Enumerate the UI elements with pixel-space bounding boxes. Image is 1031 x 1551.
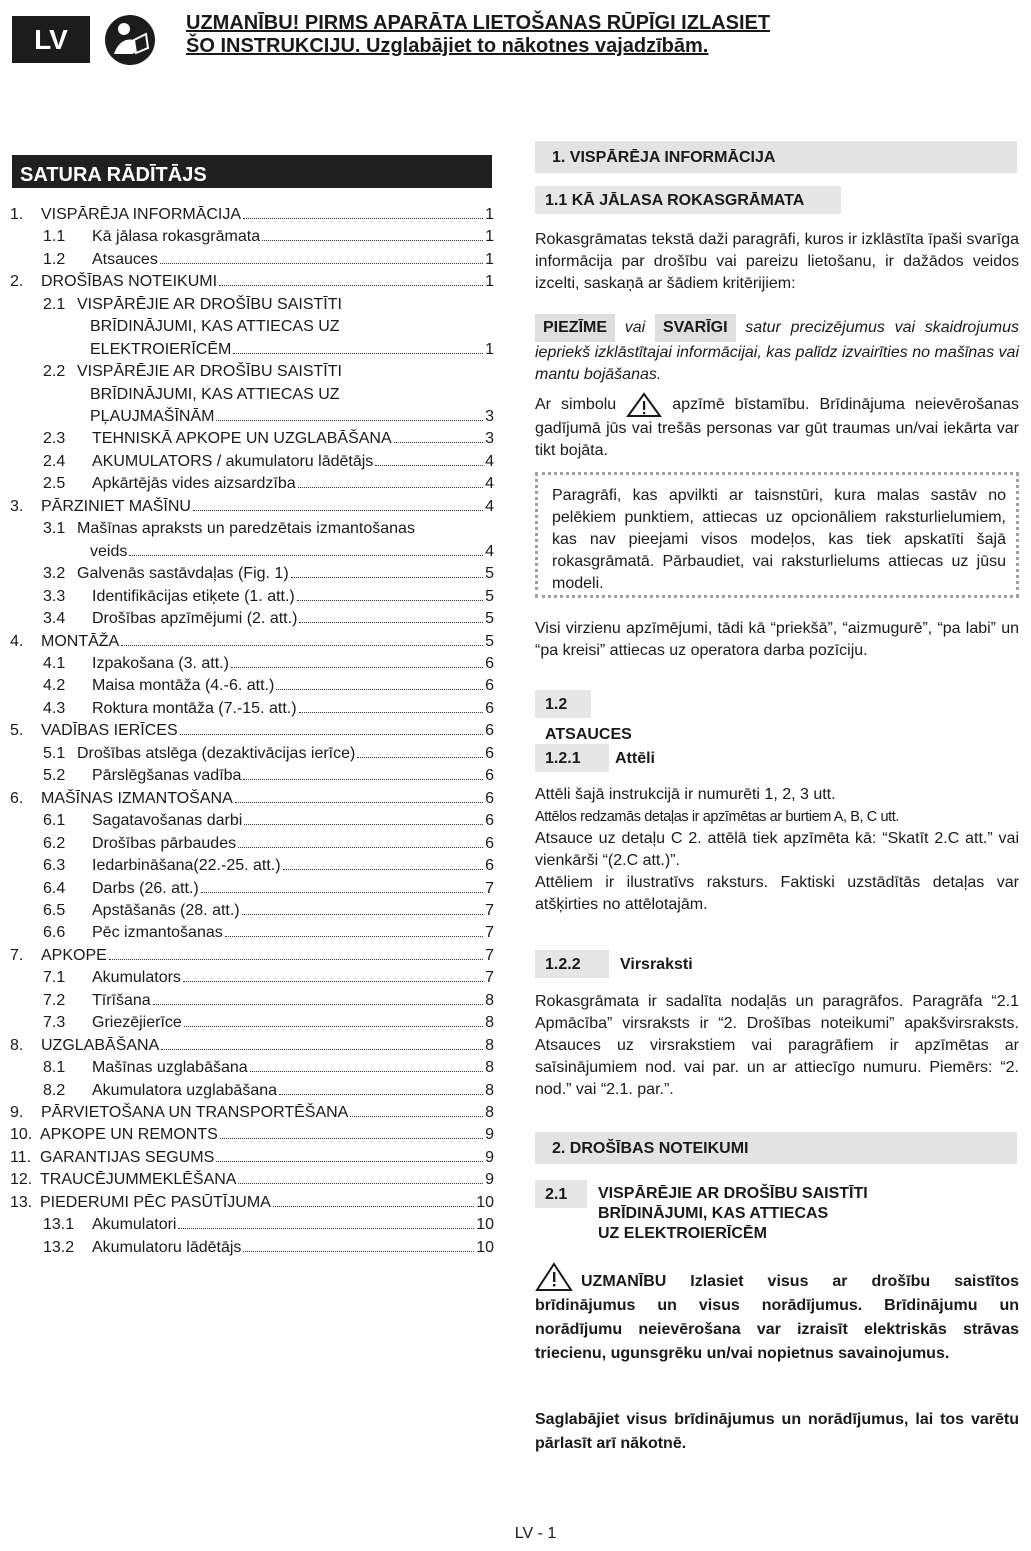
toc-dot-leader bbox=[273, 1193, 474, 1207]
section-2-1-title-line3: UZ ELEKTROIERĪCĒM bbox=[598, 1225, 767, 1242]
toc-entry[interactable] bbox=[10, 316, 494, 338]
toc-entry-number: 6.5 bbox=[43, 902, 66, 919]
toc-dot-leader bbox=[279, 1081, 483, 1095]
toc-entry-number: 5.1 bbox=[43, 745, 66, 762]
toc-entry-number: 13.1 bbox=[43, 1216, 75, 1233]
header-warning bbox=[186, 12, 1016, 58]
toc-entry-title: GARANTIJAS SEGUMS bbox=[40, 1149, 215, 1166]
toc-dot-leader bbox=[160, 250, 483, 264]
toc-entry-number: 1.1 bbox=[43, 228, 66, 245]
toc-entry[interactable] bbox=[10, 1102, 494, 1124]
toc-entry-title: Maisa montāža (4.-6. att.) bbox=[92, 677, 275, 694]
toc-entry-page: 5 bbox=[485, 633, 494, 650]
toc-entry-number: 8. bbox=[10, 1037, 24, 1054]
toc-entry[interactable] bbox=[10, 518, 494, 540]
toc-entry-title: Galvenās sastāvdaļas (Fig. 1) bbox=[77, 565, 289, 582]
toc-entry-title: BRĪDINĀJUMI, KAS ATTIECAS UZ bbox=[90, 318, 340, 335]
toc-entry-page: 8 bbox=[485, 992, 494, 1009]
toc-entry-page: 6 bbox=[485, 722, 494, 739]
toc-entry-title: Akumulatora uzglabāšana bbox=[92, 1082, 278, 1099]
toc-entry[interactable] bbox=[10, 967, 494, 989]
toc-entry-page: 1 bbox=[485, 341, 494, 358]
toc-entry-number: 8.1 bbox=[43, 1059, 66, 1076]
toc-entry-title: Drošības pārbaudes bbox=[92, 835, 237, 852]
toc-entry-title: PĻAUJMAŠĪNĀM bbox=[90, 408, 215, 425]
toc-entry-page: 4 bbox=[485, 475, 494, 492]
toc-entry-number: 9. bbox=[10, 1104, 24, 1121]
toc-dot-leader bbox=[216, 407, 483, 421]
toc-entry-title: VADĪBAS IERĪCES bbox=[41, 722, 178, 739]
toc-entry-page: 4 bbox=[485, 453, 494, 470]
toc-dot-leader bbox=[129, 542, 483, 556]
figures-line-2: Attēlos redzamās detaļas ir apzīmētas ar burtiem A, B, C utt. bbox=[535, 809, 900, 825]
toc-entry-title: Izpakošana (3. att.) bbox=[92, 655, 229, 672]
toc-entry-number: 2.3 bbox=[43, 430, 66, 447]
toc-entry-page: 5 bbox=[485, 565, 494, 582]
toc-entry[interactable] bbox=[10, 698, 494, 720]
header-warning-line2: ŠO INSTRUKCIJU. Uzglabājiet to nākotnes vajadzībām. bbox=[186, 35, 709, 57]
toc-entry[interactable] bbox=[10, 878, 494, 900]
toc-entry[interactable] bbox=[10, 428, 494, 450]
page-number: LV - 1 bbox=[514, 1525, 557, 1542]
toc-entry-title: VISPĀRĒJIE AR DROŠĪBU SAISTĪTI bbox=[77, 363, 342, 380]
section-1-2-1-text bbox=[535, 784, 1019, 916]
toc-entry-title: Griezējierīce bbox=[92, 1014, 182, 1031]
toc-entry-number: 12. bbox=[10, 1171, 33, 1188]
toc-entry-number: 3.4 bbox=[43, 610, 66, 627]
toc-entry-title: Identifikācijas etiķete (1. att.) bbox=[92, 588, 295, 605]
toc-entry[interactable] bbox=[10, 608, 494, 630]
toc-entry[interactable] bbox=[10, 765, 494, 787]
toc-entry-number: 6. bbox=[10, 790, 24, 807]
toc-dot-leader bbox=[262, 227, 483, 241]
toc-dot-leader bbox=[180, 721, 483, 735]
toc-entry[interactable] bbox=[10, 406, 494, 428]
note-important-paragraph bbox=[535, 314, 1019, 386]
section-1-2-1-title: Attēli bbox=[615, 750, 655, 767]
toc-entry-page: 9 bbox=[485, 1171, 494, 1188]
toc-entry-page: 7 bbox=[485, 969, 494, 986]
toc-dot-leader bbox=[231, 654, 483, 668]
toc-entry-number: 2. bbox=[10, 273, 24, 290]
toc-entry-title: Apkārtējās vides aizsardzība bbox=[92, 475, 296, 492]
toc-entry-page: 7 bbox=[485, 880, 494, 897]
toc-dot-leader bbox=[193, 497, 483, 511]
section-1-1-heading: 1.1 KĀ JĀLASA ROKASGRĀMATA bbox=[535, 186, 841, 214]
toc-entry-number: 4. bbox=[10, 633, 24, 650]
section-1-2-heading: 1.2 ATSAUCES bbox=[535, 690, 591, 718]
toc-entry[interactable] bbox=[10, 1147, 494, 1169]
section-2-1-title-line2: BRĪDINĀJUMI, KAS ATTIECAS bbox=[598, 1205, 829, 1222]
toc-dot-leader bbox=[375, 452, 483, 466]
toc-entry-page: 1 bbox=[485, 228, 494, 245]
toc-entry[interactable] bbox=[10, 1035, 494, 1057]
toc-dot-leader bbox=[153, 991, 483, 1005]
toc-dot-leader bbox=[243, 1238, 474, 1252]
toc-entry-page: 8 bbox=[485, 1104, 494, 1121]
toc-entry-page: 7 bbox=[485, 902, 494, 919]
toc-dot-leader bbox=[357, 744, 483, 758]
toc-entry[interactable] bbox=[10, 788, 494, 810]
toc-entry[interactable] bbox=[10, 451, 494, 473]
toc-entry-number: 6.1 bbox=[43, 812, 66, 829]
section-1-2-1-number: 1.2.1 bbox=[535, 744, 609, 772]
toc-dot-leader bbox=[299, 609, 483, 623]
toc-dot-leader bbox=[225, 923, 483, 937]
toc-entry-title: UZGLABĀŠANA bbox=[41, 1037, 160, 1054]
toc-entry-title: PIEDERUMI PĒC PASŪTĪJUMA bbox=[40, 1194, 271, 1211]
toc-dot-leader bbox=[291, 564, 483, 578]
toc-dot-leader bbox=[299, 699, 484, 713]
toc-entry-page: 4 bbox=[485, 498, 494, 515]
toc-dot-leader bbox=[201, 879, 483, 893]
toc-dot-leader bbox=[183, 968, 483, 982]
symbol-paragraph bbox=[535, 392, 1019, 462]
toc-dot-leader bbox=[220, 1125, 483, 1139]
toc-dot-leader bbox=[238, 1170, 483, 1184]
figures-line-1: Attēli šajā instrukcijā ir numurēti 1, 2, 3 utt. bbox=[535, 786, 836, 803]
note-vai: vai bbox=[624, 319, 646, 336]
toc-entry[interactable] bbox=[10, 653, 494, 675]
toc-entry[interactable] bbox=[10, 945, 494, 967]
toc-entry[interactable] bbox=[10, 294, 494, 316]
toc-entry-title: Apstāšanās (28. att.) bbox=[92, 902, 240, 919]
toc-dot-leader bbox=[178, 1215, 474, 1229]
note-text: satur precizējumus vai skaidrojumus iepriekš izklāstītajai informācijai, kas palīdz izvairīties no mašīnas vai mantu bojāšanas. bbox=[535, 319, 1019, 383]
toc-entry-number: 13.2 bbox=[43, 1239, 75, 1256]
toc-dot-leader bbox=[216, 1148, 483, 1162]
toc-entry[interactable] bbox=[10, 361, 494, 383]
toc-entry[interactable] bbox=[10, 226, 494, 248]
toc-dot-leader bbox=[184, 1013, 483, 1027]
toc-entry-page: 8 bbox=[485, 1014, 494, 1031]
toc-entry-title: Akumulators bbox=[92, 969, 181, 986]
toc-entry-number: 3.2 bbox=[43, 565, 66, 582]
toc-entry-number: 3. bbox=[10, 498, 24, 515]
toc-entry-title: Tīrīšana bbox=[92, 992, 151, 1009]
toc-entry[interactable] bbox=[10, 204, 494, 226]
toc-entry-page: 1 bbox=[485, 206, 494, 223]
toc-entry[interactable] bbox=[10, 631, 494, 653]
toc-dot-leader bbox=[244, 811, 483, 825]
toc-entry-title: BRĪDINĀJUMI, KAS ATTIECAS UZ bbox=[90, 386, 340, 403]
toc-dot-leader bbox=[238, 834, 483, 848]
toc-entry-title: Drošības atslēga (dezaktivācijas ierīce) bbox=[77, 745, 356, 762]
section-1-2-2-title: Virsraksti bbox=[620, 956, 693, 973]
toc-entry[interactable] bbox=[10, 922, 494, 944]
toc-entry[interactable] bbox=[10, 563, 494, 585]
toc-entry-title: veids bbox=[90, 543, 128, 560]
toc-entry-number: 4.1 bbox=[43, 655, 66, 672]
toc-entry[interactable] bbox=[10, 586, 494, 608]
toc-entry-page: 7 bbox=[485, 924, 494, 941]
toc-dot-leader bbox=[161, 1036, 483, 1050]
toc-entry[interactable] bbox=[10, 855, 494, 877]
toc-entry-number: 2.4 bbox=[43, 453, 66, 470]
toc-entry-title: Pēc izmantošanas bbox=[92, 924, 223, 941]
toc-entry-title: Akumulatoru lādētājs bbox=[92, 1239, 242, 1256]
toc-entry-page: 4 bbox=[485, 543, 494, 560]
toc-entry-number: 6.4 bbox=[43, 880, 66, 897]
directions-paragraph: Visi virzienu apzīmējumi, tādi kā “priekšā”, “aizmugurē”, “pa labi” un “pa kreisi” attiecas uz operatora darba pozīciju. bbox=[535, 620, 1019, 659]
toc-entry[interactable] bbox=[10, 1124, 494, 1146]
toc-entry[interactable] bbox=[10, 249, 494, 271]
optional-features-text: Paragrāfi, kas apvilkti ar taisnstūri, kura malas sastāv no pelēkiem punktiem, attiecas uz opcionāliem raksturlielumiem, kas nav pieejami visos modeļos, kas tiek apskatīti šajā rokasgrāmatā. Pārbaudiet, vai raksturlielums attiecas uz jūsu modeli. bbox=[552, 487, 1006, 592]
toc-entry-page: 1 bbox=[485, 251, 494, 268]
toc-entry-title: VISPĀRĒJA INFORMĀCIJA bbox=[41, 206, 242, 223]
toc-entry-title: AKUMULATORS / akumulatoru lādētājs bbox=[92, 453, 374, 470]
toc-entry-page: 10 bbox=[476, 1239, 494, 1256]
note-tag: PIEZĪME bbox=[535, 314, 615, 342]
toc-entry-title: Iedarbināšana(22.-25. att.) bbox=[92, 857, 281, 874]
toc-dot-leader bbox=[297, 587, 483, 601]
toc-entry-title: Sagatavošanas darbi bbox=[92, 812, 243, 829]
toc-entry-title: PĀRVIETOŠANA UN TRANSPORTĒŠANA bbox=[41, 1104, 349, 1121]
toc-entry-page: 10 bbox=[476, 1216, 494, 1233]
toc-entry-number: 1. bbox=[10, 206, 24, 223]
toc-entry-number: 7.2 bbox=[43, 992, 66, 1009]
toc-entry-number: 4.2 bbox=[43, 677, 66, 694]
toc-entry-title: DROŠĪBAS NOTEIKUMI bbox=[41, 273, 218, 290]
toc-entry-title: Mašīnas uzglabāšana bbox=[92, 1059, 248, 1076]
toc-entry[interactable] bbox=[10, 339, 494, 361]
toc-dot-leader bbox=[276, 676, 483, 690]
toc-entry[interactable] bbox=[10, 720, 494, 742]
toc-entry-page: 5 bbox=[485, 610, 494, 627]
toc-entry-page: 3 bbox=[485, 408, 494, 425]
toc-dot-leader bbox=[250, 1058, 483, 1072]
toc-entry-number: 7.1 bbox=[43, 969, 66, 986]
electric-warning-paragraph bbox=[535, 1262, 1019, 1366]
toc-entry-title: Kā jālasa rokasgrāmata bbox=[92, 228, 261, 245]
toc-entry-number: 7.3 bbox=[43, 1014, 66, 1031]
toc-entry[interactable] bbox=[10, 833, 494, 855]
toc-entry-page: 9 bbox=[485, 1149, 494, 1166]
toc-dot-leader bbox=[121, 632, 483, 646]
toc-entry[interactable] bbox=[10, 1012, 494, 1034]
important-tag: SVARĪGI bbox=[655, 314, 736, 342]
toc-entry[interactable] bbox=[10, 1169, 494, 1191]
toc-entry-page: 8 bbox=[485, 1037, 494, 1054]
toc-entry-number: 3.1 bbox=[43, 520, 66, 537]
toc-dot-leader bbox=[242, 901, 483, 915]
toc-entry-page: 6 bbox=[485, 700, 494, 717]
toc-entry-title: APKOPE UN REMONTS bbox=[40, 1126, 218, 1143]
toc-entry[interactable] bbox=[10, 541, 494, 563]
toc-entry[interactable] bbox=[10, 1214, 494, 1236]
toc-entry-number: 6.2 bbox=[43, 835, 66, 852]
toc-entry[interactable] bbox=[10, 384, 494, 406]
toc-entry-title: APKOPE bbox=[41, 947, 107, 964]
toc-entry-title: Pārslēgšanas vadība bbox=[92, 767, 242, 784]
symbol-pre-text: Ar simbolu bbox=[535, 396, 617, 414]
toc-entry-title: Atsauces bbox=[92, 251, 158, 268]
section-1-2-2-text: Rokasgrāmata ir sadalīta nodaļās un paragrāfos. Paragrāfa “2.1 Apmācība” virsraksts ir “2. Drošības noteikumi” apakšvirsraksts. Atsauces uz virsrakstiem vai paragrāfiem ir apzīmētas ar saīsinājumiem nod. vai par. un ar attiecīgo numuru. Piemērs: “2. nod.” vai “2.1. par.”. bbox=[535, 993, 1019, 1098]
toc-entry[interactable] bbox=[10, 473, 494, 495]
toc-entry[interactable] bbox=[10, 1192, 494, 1214]
read-manual-icon bbox=[104, 14, 156, 66]
toc-entry[interactable] bbox=[10, 675, 494, 697]
toc-entry-page: 6 bbox=[485, 767, 494, 784]
toc-entry-page: 3 bbox=[485, 430, 494, 447]
toc-entry-page: 6 bbox=[485, 655, 494, 672]
toc-title: SATURA RĀDĪTĀJS bbox=[12, 155, 492, 188]
toc-entry-number: 2.2 bbox=[43, 363, 66, 380]
section-1-heading: 1. VISPĀRĒJA INFORMĀCIJA bbox=[535, 141, 1017, 173]
section-1-2-2-number: 1.2.2 bbox=[535, 950, 609, 978]
toc-entry-title: ELEKTROIERĪCĒM bbox=[90, 341, 232, 358]
toc-entry-page: 6 bbox=[485, 812, 494, 829]
toc-dot-leader bbox=[235, 789, 483, 803]
toc-entry-title: MONTĀŽA bbox=[41, 633, 120, 650]
section-2-heading: 2. DROŠĪBAS NOTEIKUMI bbox=[535, 1132, 1017, 1164]
section-1-1-intro: Rokasgrāmatas tekstā daži paragrāfi, kuros ir izklāstīta īpaši svarīga informācija par drošību vai pareizu lietošanu, ir dažādos veidos izcelti, saskaņā ar šādiem kritērijiem: bbox=[535, 231, 1019, 292]
toc-entry-title: TRAUCĒJUMMEKLĒŠANA bbox=[40, 1171, 237, 1188]
toc-entry-page: 6 bbox=[485, 790, 494, 807]
toc-entry-page: 6 bbox=[485, 857, 494, 874]
toc-entry-number: 2.1 bbox=[43, 296, 66, 313]
toc-entry-page: 8 bbox=[485, 1082, 494, 1099]
toc-entry-page: 6 bbox=[485, 677, 494, 694]
toc-entry-number: 11. bbox=[10, 1149, 32, 1166]
toc-entry-number: 7. bbox=[10, 947, 24, 964]
toc-entry-title: TEHNISKĀ APKOPE UN UZGLABĀŠANA bbox=[92, 430, 392, 447]
toc-entry[interactable] bbox=[10, 743, 494, 765]
optional-features-box bbox=[535, 472, 1019, 598]
section-2-1-title-line1: VISPĀRĒJIE AR DROŠĪBU SAISTĪTI bbox=[598, 1185, 868, 1202]
toc-entry-title: VISPĀRĒJIE AR DROŠĪBU SAISTĪTI bbox=[77, 296, 342, 313]
toc-entry-number: 6.6 bbox=[43, 924, 66, 941]
toc-entry-title: Darbs (26. att.) bbox=[92, 880, 199, 897]
toc-entry[interactable] bbox=[10, 496, 494, 518]
section-2-1-title bbox=[598, 1184, 1018, 1244]
toc-entry[interactable] bbox=[10, 1080, 494, 1102]
toc-entry-page: 5 bbox=[485, 588, 494, 605]
toc-entry-number: 4.3 bbox=[43, 700, 66, 717]
toc-entry-page: 7 bbox=[485, 947, 494, 964]
toc-entry[interactable] bbox=[10, 271, 494, 293]
keep-instructions-paragraph: Saglabājiet visus brīdinājumus un norādījumus, lai tos varētu pārlasīt arī nākotnē. bbox=[535, 1411, 1019, 1452]
toc-entry-page: 10 bbox=[476, 1194, 494, 1211]
toc-entry-title: MAŠĪNAS IZMANTOŠANA bbox=[41, 790, 233, 807]
header-warning-line1: UZMANĪBU! PIRMS APARĀTA LIETOŠANAS RŪPĪGI IZLASIET bbox=[186, 12, 771, 34]
toc-entry-title: Mašīnas apraksts un paredzētais izmantošanas bbox=[77, 520, 415, 537]
toc-entry[interactable] bbox=[10, 810, 494, 832]
toc-entry-number: 13. bbox=[10, 1194, 33, 1211]
electric-warning-text: UZMANĪBU Izlasiet visus ar drošību saistītos brīdinājumus un visus norādījumus. Brīdinājumu un norādījumu neievērošana var izraisīt elektriskās strāvas triecienu, ugunsgrēku un/vai nopietnus savainojumus. bbox=[535, 1273, 1019, 1362]
toc-entry-title: Roktura montāža (7.-15. att.) bbox=[92, 700, 297, 717]
figures-line-3: Atsauce uz detaļu C 2. attēlā tiek apzīmēta kā: “Skatīt 2.C att.” vai vienkārši “(2.C att.)”. bbox=[535, 830, 1019, 869]
toc-entry-title: Akumulatori bbox=[92, 1216, 177, 1233]
figures-line-4: Attēliem ir ilustratīvs raksturs. Faktiski uzstādītās detaļas var atšķirties no attēlotajām. bbox=[535, 874, 1019, 913]
toc-entry-page: 6 bbox=[485, 835, 494, 852]
toc-entry-page: 9 bbox=[485, 1126, 494, 1143]
toc-entry-page: 6 bbox=[485, 745, 494, 762]
toc-entry-number: 10. bbox=[10, 1126, 33, 1143]
toc-dot-leader bbox=[243, 205, 483, 219]
toc-entry-number: 6.3 bbox=[43, 857, 66, 874]
toc-dot-leader bbox=[283, 856, 484, 870]
toc-entry[interactable] bbox=[10, 990, 494, 1012]
toc-dot-leader bbox=[350, 1103, 483, 1117]
symbol-post-text: apzīmē bīstamību. Brīdinājuma neievērošanas gadījumā jūs vai trešās personas var gūt traumas un/vai iekārta var tikt bojāta. bbox=[535, 396, 1019, 459]
toc-dot-leader bbox=[394, 429, 483, 443]
toc-dot-leader bbox=[109, 946, 483, 960]
toc-entry[interactable] bbox=[10, 900, 494, 922]
toc-dot-leader bbox=[219, 272, 483, 286]
toc-entry-number: 5. bbox=[10, 722, 24, 739]
toc-dot-leader bbox=[298, 474, 483, 488]
toc-entry-title: Drošības apzīmējumi (2. att.) bbox=[92, 610, 298, 627]
toc-entry-number: 5.2 bbox=[43, 767, 66, 784]
language-badge: LV bbox=[12, 16, 90, 63]
toc-dot-leader bbox=[233, 340, 483, 354]
toc-entry-title: PĀRZINIET MAŠĪNU bbox=[41, 498, 191, 515]
toc-entry[interactable] bbox=[10, 1057, 494, 1079]
toc-entry-number: 1.2 bbox=[43, 251, 66, 268]
section-2-1-number: 2.1 bbox=[535, 1180, 587, 1208]
toc-entry-number: 3.3 bbox=[43, 588, 66, 605]
toc-entry-page: 1 bbox=[485, 273, 494, 290]
toc-dot-leader bbox=[243, 766, 483, 780]
toc-entry[interactable] bbox=[10, 1237, 494, 1259]
toc-entry-number: 8.2 bbox=[43, 1082, 66, 1099]
warning-triangle-icon bbox=[535, 1262, 573, 1292]
toc-entry-number: 2.5 bbox=[43, 475, 66, 492]
toc-entry-page: 8 bbox=[485, 1059, 494, 1076]
warning-triangle-icon bbox=[626, 392, 662, 418]
